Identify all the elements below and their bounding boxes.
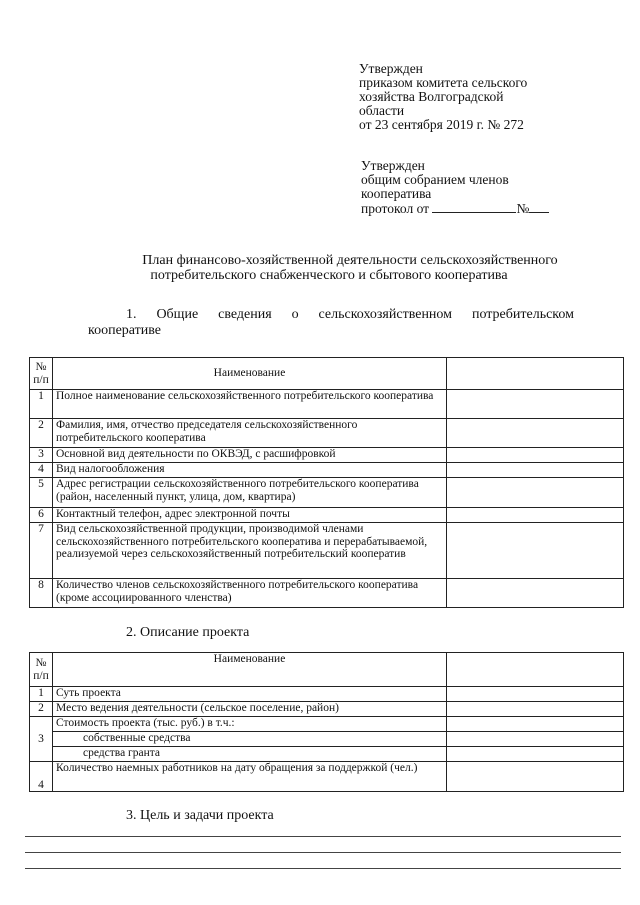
row-name: Полное наименование сельскохозяйственного потребительского кооператива	[53, 390, 447, 419]
row-value-cell[interactable]	[447, 390, 624, 419]
row-name: Фамилия, имя, отчество председателя сельскохозяйственного потребительского кооператива	[53, 419, 447, 448]
row-value-cell[interactable]	[447, 419, 624, 448]
table-header-row	[30, 653, 624, 687]
approval-line: Утвержден	[359, 61, 423, 76]
row-number: 7	[30, 523, 53, 579]
row-number: 3	[30, 448, 53, 463]
row-number: 2	[30, 419, 53, 448]
row-name: Вид налогообложения	[53, 463, 447, 478]
table-row	[30, 508, 624, 523]
table-row	[30, 523, 624, 579]
table-row	[30, 579, 624, 608]
row-value-cell[interactable]	[447, 762, 624, 792]
row-name: Количество наемных работников на дату обращения за поддержкой (чел.)	[53, 762, 447, 792]
table-subrow	[30, 747, 624, 762]
row-name: Основной вид деятельности по ОКВЭД, с расшифровкой	[53, 448, 447, 463]
row-value-cell[interactable]	[447, 702, 624, 717]
project-description-table	[29, 652, 624, 792]
approval-line: Утвержден	[361, 158, 425, 173]
row-value-cell[interactable]	[447, 732, 624, 747]
section3-heading: 3. Цель и задачи проекта	[126, 808, 274, 823]
number-sign: №	[516, 201, 530, 216]
writing-line[interactable]	[25, 836, 621, 837]
table-row	[30, 390, 624, 419]
row-number: 6	[30, 508, 53, 523]
table-row	[30, 478, 624, 508]
section1-heading-line-1: 1. Общие сведения о сельскохозяйственном потребительском	[126, 307, 574, 322]
row-name: Суть проекта	[53, 687, 447, 702]
row-name: Место ведения деятельности (сельское поселение, район)	[53, 702, 447, 717]
table-header-row	[30, 358, 624, 390]
row-name: Контактный телефон, адрес электронной почты	[53, 508, 447, 523]
approval-ministry	[359, 62, 527, 132]
row-name: Адрес регистрации сельскохозяйственного потребительского кооператива (район, населенный пункт, улица, дом, квартира)	[53, 478, 447, 508]
header-value	[447, 653, 624, 687]
row-value-cell[interactable]	[447, 478, 624, 508]
table-row	[30, 717, 624, 732]
row-name: Количество членов сельскохозяйственного потребительского кооператива (кроме ассоциированного членства)	[53, 579, 447, 608]
row-value-cell[interactable]	[447, 579, 624, 608]
row-number: 1	[30, 390, 53, 419]
row-value-cell[interactable]	[447, 463, 624, 478]
writing-line[interactable]	[25, 868, 621, 869]
header-value	[447, 358, 624, 390]
header-name: Наименование	[53, 653, 447, 687]
table-row	[30, 702, 624, 717]
row-subitem: средства гранта	[53, 747, 447, 762]
header-number: № п/п	[30, 653, 53, 687]
header-name: Наименование	[53, 358, 447, 390]
table-row	[30, 687, 624, 702]
general-info-table	[29, 357, 624, 608]
row-subitem: собственные средства	[53, 732, 447, 747]
row-name: Стоимость проекта (тыс. руб.) в т.ч.:	[53, 717, 447, 732]
row-number: 4	[30, 762, 53, 792]
section1-heading	[88, 307, 574, 339]
approval-line: кооператива	[361, 186, 432, 201]
row-number: 8	[30, 579, 53, 608]
table-row	[30, 419, 624, 448]
row-value-cell[interactable]	[447, 523, 624, 579]
protocol-line	[361, 201, 549, 216]
header-number: № п/п	[30, 358, 53, 390]
writing-line[interactable]	[25, 852, 621, 853]
row-value-cell[interactable]	[447, 747, 624, 762]
table-row	[30, 463, 624, 478]
protocol-label: протокол от	[361, 201, 430, 216]
row-value-cell[interactable]	[447, 717, 624, 732]
protocol-number-blank[interactable]	[529, 201, 549, 213]
row-number: 5	[30, 478, 53, 508]
row-value-cell[interactable]	[447, 508, 624, 523]
section1-heading-line-2: кооперативе	[88, 323, 162, 338]
title-line-2: потребительского снабженческого и сбытового кооператива	[150, 268, 508, 283]
approval-line: общим собранием членов	[361, 172, 509, 187]
row-name: Вид сельскохозяйственной продукции, производимой членами сельскохозяйственного потребительского кооператива и перерабатываемой, реализуемой через сельскохозяйственный потребительский кооператив	[53, 523, 447, 579]
table-row	[30, 762, 624, 792]
table-row	[30, 448, 624, 463]
approval-line: хозяйства Волгоградской	[359, 89, 504, 104]
approval-assembly	[361, 159, 549, 216]
title-line-1: План финансово-хозяйственной деятельности сельскохозяйственного	[142, 253, 558, 268]
row-number: 2	[30, 702, 53, 717]
row-value-cell[interactable]	[447, 448, 624, 463]
table-subrow	[30, 732, 624, 747]
approval-line: от 23 сентября 2019 г. № 272	[359, 117, 524, 132]
row-number: 4	[30, 463, 53, 478]
row-value-cell[interactable]	[447, 687, 624, 702]
row-number: 3	[30, 717, 53, 762]
approval-line: области	[359, 103, 405, 118]
approval-line: приказом комитета сельского	[359, 75, 528, 90]
document-title	[0, 253, 640, 283]
section2-heading: 2. Описание проекта	[126, 625, 250, 640]
protocol-date-blank[interactable]	[432, 201, 516, 213]
row-number: 1	[30, 687, 53, 702]
